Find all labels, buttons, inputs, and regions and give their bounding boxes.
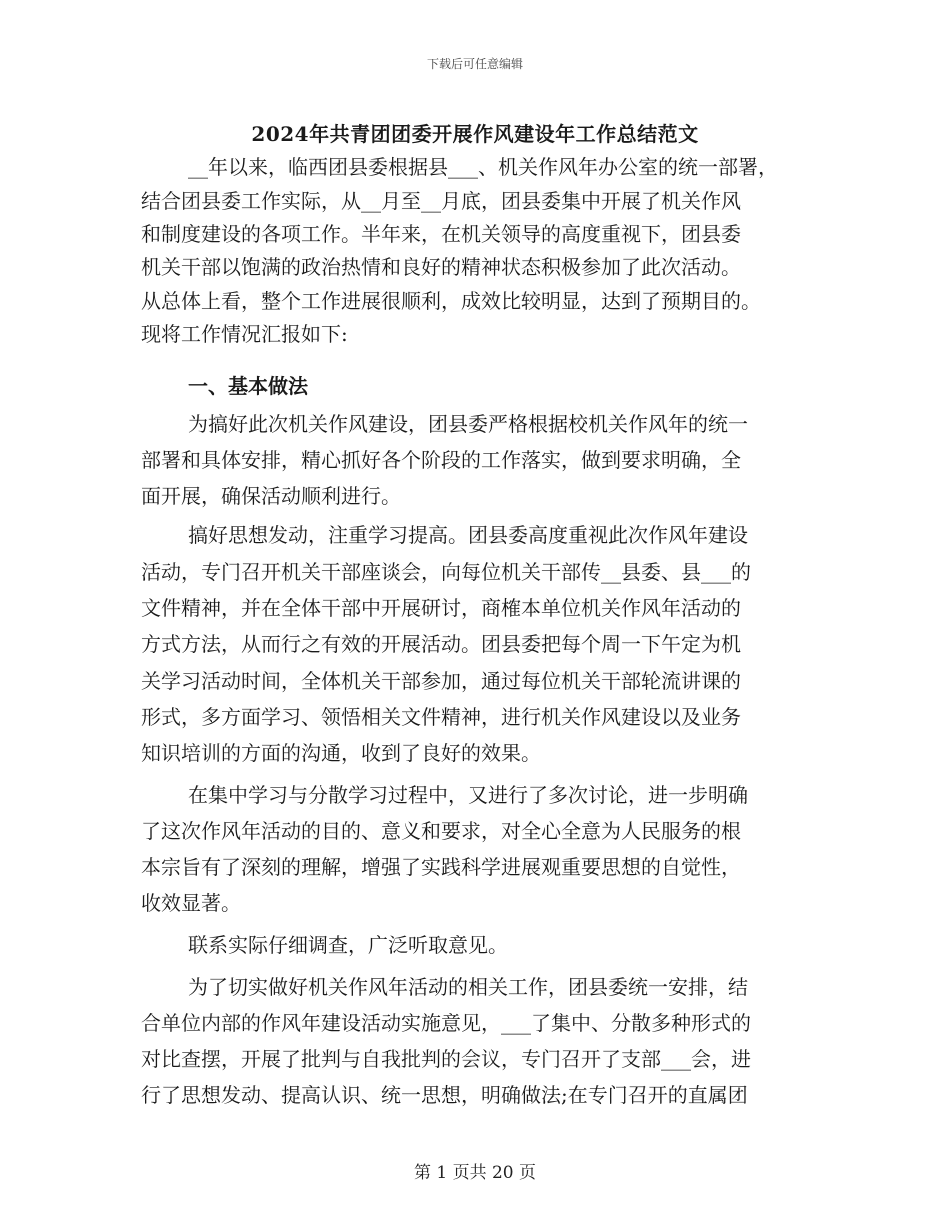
body-line: 方式方法，从而行之有效的开展活动。团县委把每个周一下午定为机 — [141, 632, 741, 656]
body-line: 机关干部以饱满的政治热情和良好的精神状态积极参加了此次活动。 — [141, 255, 741, 279]
body-line: 对比查摆，开展了批判与自我批判的会议，专门召开了支部___会，进 — [141, 1047, 751, 1071]
body-line: 收效显著。 — [141, 891, 241, 915]
body-line: __年以来，临西团县委根据县___、机关作风年办公室的统一部署， — [188, 155, 778, 179]
body-line: 搞好思想发动，注重学习提高。团县委高度重视此次作风年建设 — [188, 523, 748, 547]
body-line: 了这次作风年活动的目的、意义和要求，对全心全意为人民服务的根 — [141, 819, 741, 843]
body-line: 合单位内部的作风年建设活动实施意见，___了集中、分散多种形式的 — [141, 1011, 751, 1035]
body-line: 面开展，确保活动顺利进行。 — [141, 484, 401, 508]
body-line: 本宗旨有了深刻的理解，增强了实践科学进展观重要思想的自觉性， — [141, 855, 741, 879]
body-line: 关学习活动时间，全体机关干部参加，通过每位机关干部轮流讲课的 — [141, 669, 741, 693]
body-line: 为搞好此次机关作风建设，团县委严格根据校机关作风年的统一 — [188, 412, 748, 436]
body-line: 在集中学习与分散学习过程中，又进行了多次讨论，进一步明确 — [188, 783, 748, 807]
page-header-note: 下载后可任意编辑 — [426, 57, 523, 71]
section-heading: 一、基本做法 — [188, 374, 308, 398]
body-line: 和制度建设的各项工作。半年来，在机关领导的高度重视下，团县委 — [141, 222, 741, 246]
body-line: 形式，多方面学习、领悟相关文件精神，进行机关作风建设以及业务 — [141, 705, 741, 729]
body-line: 为了切实做好机关作风年活动的相关工作，团县委统一安排，结 — [188, 975, 748, 999]
body-line: 现将工作情况汇报如下: — [141, 322, 348, 346]
body-line: 从总体上看，整个工作进展很顺利，成效比较明显，达到了预期目的。 — [141, 289, 761, 313]
body-line: 活动，专门召开机关干部座谈会，向每位机关干部传__县委、县___的 — [141, 560, 751, 584]
document-title: 2024年共青团团委开展作风建设年工作总结范文 — [251, 122, 699, 146]
page-number-footer: 第 1 页共 20 页 — [413, 1163, 537, 1183]
body-line: 联系实际仔细调查，广泛听取意见。 — [188, 933, 508, 957]
body-line: 知识培训的方面的沟通，收到了良好的效果。 — [141, 741, 541, 765]
body-line: 文件精神，并在全体干部中开展研讨，商榷本单位机关作风年活动的 — [141, 596, 741, 620]
body-line: 结合团县委工作实际，从__月至__月底，团县委集中开展了机关作风 — [141, 189, 741, 213]
body-line: 部署和具体安排，精心抓好各个阶段的工作落实，做到要求明确，全 — [141, 448, 741, 472]
body-line: 行了思想发动、提高认识、统一思想，明确做法;在专门召开的直属团 — [141, 1083, 748, 1107]
